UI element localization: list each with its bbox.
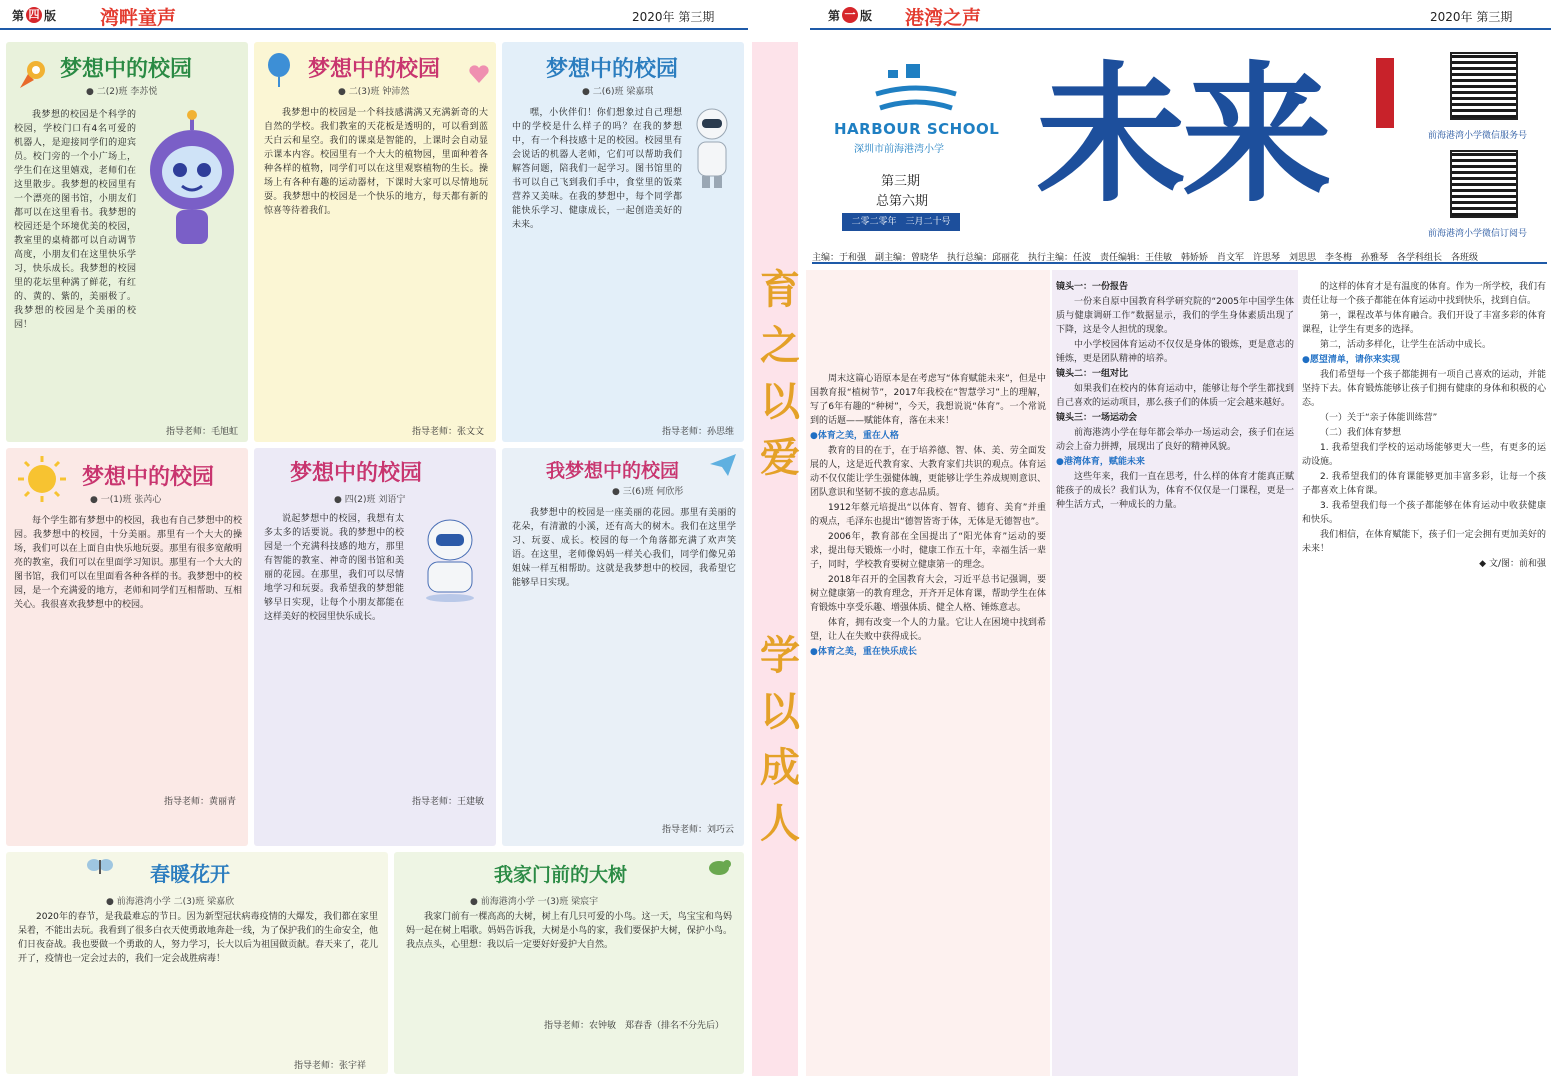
essay-title: 梦想中的校园 [546,56,679,82]
essay-title: 梦想中的校园 [60,56,193,82]
essay-title: 我梦想中的校园 [546,460,680,482]
robot-icon [414,512,486,604]
red-seal-icon [1376,58,1394,128]
page-suffix: 版 [44,8,57,23]
essay-body: 我梦想中的校园是一座美丽的花园。那里有美丽的花朵，有清澈的小溪，还有高大的树木。我们在这里学习、玩耍、成长。校园的每一个角落都充满了欢声笑语。在这里，老师像妈妈一样关心我们，同学们像兄弟姐妹一样互相帮助。这就是我梦想中的校园，我希望它能够早日实现。 [512,508,736,588]
article-paragraph: 的这样的体育才是有温度的体育。作为一所学校，我们有责任让每一个孩子都能在体育运动中找到快乐，找到自信。 [1302,282,1546,306]
masthead [806,40,1546,245]
article-paragraph: 3. 我希望我们每一个孩子都能够在体育运动中收获健康和快乐。 [1302,501,1546,525]
article-paragraph: 教育的目的在于，在于培养德、智、体、美、劳全面发展的人，这是近代教育家、大教育家们共识的观点。体育运动不仅仅能让学生强健体魄，更能够让学生养成规则意识、团队意识和坚韧不拔的意志品质。 [810,446,1046,498]
essay-teacher: 指导老师：黄丽青 [164,797,237,807]
heart-icon [468,64,490,84]
essay-title: 我家门前的大树 [494,864,628,886]
essay-teacher: 指导老师：毛旭虹 [166,427,239,437]
article-subheading: ●愿望清单，请你来实现 [1302,355,1400,365]
essay-body: 嘿，小伙伴们！你们想象过自己理想中的学校是什么样子的吗？在我的梦想中，有一个科技感十足的校园。校园里有会说话的机器人老师，它们可以帮助我们解答问题，陪我们一起学习。图书馆里的书可以自己飞到我们手中，食堂里的饭菜营养又美味。在我的梦想中，每个同学都能快乐学习、健康成长，一起创造美好的未来。 [512,108,682,230]
essay-teacher: 指导老师：农钟敏 郑春香（排名不分先后） [544,1021,725,1031]
essay-panel-8 [394,852,744,1074]
essay-panel-5 [254,448,496,846]
school-name-en: HARBOUR SCHOOL [834,120,1000,138]
article-paragraph: 中小学校园体育运动不仅仅是身体的锻炼，更是意志的锤炼，更是团队精神的培养。 [1056,340,1294,364]
editorial-staff: 主编：于和强 副主编：曾晓华 执行总编：邱丽花 执行主编：任波 责任编辑：王佳敏 韩娇娇 肖文军 许思琴 刘思思 李冬梅 孙雅琴 各学科组长 各班级 [812,250,1547,264]
slogan-bottom [760,628,800,852]
essay-author: ● 一(1)班 张芮心 [90,495,162,505]
slogan-char: 育 [760,266,800,313]
essay-teacher: 指导老师：刘巧云 [662,825,735,835]
article-paragraph: 1. 我希望我们学校的运动场能够更大一些，有更多的运动设施。 [1302,443,1546,467]
qr-subscription-label: 前海港湾小学微信订阅号 [1428,229,1528,239]
article-paragraph: （二）我们体育梦想 [1320,428,1402,438]
right-section-title: 港湾之声 [905,7,982,29]
article-paragraph: 2006年，教育部在全国提出了“阳光体育”运动的要求，提出每天锻炼一小时，健康工作五十年，幸福生活一辈子，同时，学校教育要树立健康第一的理念。 [810,532,1046,570]
article-paragraph: 我们相信，在体育赋能下，孩子们一定会拥有更加美好的未来！ [1302,530,1546,554]
page-prefix: 第 [828,8,841,23]
essay-panel-6 [502,448,744,846]
sun-icon [14,454,70,504]
slogan-char: 以 [760,688,800,735]
slogan-char: 以 [760,378,800,425]
article-paragraph: 第一，课程改革与体育融合。我们开设了丰富多彩的体育课程，让学生有更多的选择。 [1302,311,1546,335]
article-paragraph: 一份来自原中国教育科学研究院的“2005年中国学生体质与健康调研工作”数据显示，我们的学生身体素质出现了下降，这是令人担忧的现象。 [1056,297,1294,335]
page-prefix: 第 [12,8,25,23]
article-subheading: ●港湾体育，赋能未来 [1056,457,1145,467]
article-paragraph: （一）关于“亲子体能训练营” [1320,413,1438,423]
article-paragraph: 2018年召开的全国教育大会，习近平总书记强调，要树立健康第一的教育理念，开齐开足体育课，帮助学生在体育锻炼中享受乐趣、增强体质、健全人格、锤炼意志。 [810,575,1046,613]
slogan-top [760,262,800,486]
essay-panel-2 [254,42,496,442]
article-byline: ◆ 文/图：前和强 [1479,559,1546,569]
article-subheading: ●体育之美，重在快乐成长 [810,647,917,657]
page-number-badge: 四 [26,7,42,23]
butterfly-icon [86,856,114,878]
article-paragraph: 1912年蔡元培提出“以体育、智育、德育、美育”并重的观点，毛泽东也提出“德智皆寄于体，无体是无德智也”。 [810,503,1046,527]
essay-author: ● 三(6)班 何欣彤 [612,487,684,497]
rocket-icon [14,56,52,94]
article-subheading: ●体育之美，重在人格 [810,431,899,441]
essay-body: 每个学生都有梦想中的校园，我也有自己梦想中的校园。我梦想中的校园，十分美丽。那里有一个大大的操场，我们可以在上面自由快乐地玩耍。那里有很多宽敞明亮的教室，我们可以在里面学习知识。那里有一个大大的图书馆，我们可以在里面看各种各样的书。我梦想中的校园，是一个充满爱的地方，老师和同学们互相帮助、互相关心。我很喜欢我梦想中的校园。 [14,516,242,610]
newspaper-title: 未来 [1036,47,1329,223]
slogan-char: 爱 [760,434,800,481]
essay-body: 我梦想的校园是个科学的校园，学校门口有4名可爱的机器人，是迎接同学们的迎宾员。校门旁的一个小广场上，学生们在这里嬉戏，老师们在这里散步。我梦想的校园里有一个漂亮的图书馆，小朋友们都可以在这里看书。我梦想的校园还是个环境优美的校园，教室里的桌椅都可以自动调节高度，小朋友们在这里快乐学习，快乐成长。我梦想的校园里的花坛里种满了鲜花，有红的、黄的、紫的，美丽极了。我梦想的校园是个美丽的校园！ [14,110,136,330]
slogan-char: 之 [760,322,800,369]
article-paragraph: 我们希望每一个孩子都能拥有一项自己喜欢的运动，并能坚持下去。体育锻炼能够让孩子们拥有健康的身体和积极的心态。 [1302,370,1546,408]
essay-title: 梦想中的校园 [82,464,215,490]
essay-body: 说起梦想中的校园，我想有太多太多的话要说。我的梦想中的校园是一个充满科技感的地方，那里有智能的教室、神奇的图书馆和美丽的花园。在那里，我们可以尽情地学习和玩耍。我希望我的梦想能够早日实现，让每个小朋友都能在这样美好的校园里快乐成长。 [264,514,404,622]
slogan-strip [752,42,798,1076]
article-subheading: 镜头二：一组对比 [1056,369,1129,379]
article-column-2 [1056,280,1294,1072]
qr-code-service[interactable] [1450,52,1518,120]
essay-author: ● 四(2)班 刘语宁 [334,495,406,505]
article-column-3 [1302,280,1546,1072]
publish-date: 二零二零年 三月二十号 [842,213,960,231]
essay-teacher: 指导老师：王建敏 [412,797,485,807]
issue-number: 第三期 [881,174,921,189]
article-paragraph: 体育，拥有改变一个人的力量。它让人在困境中找到希望，让人在失败中获得成长。 [810,618,1046,642]
right-issue-label: 2020年 第三期 [1430,10,1513,24]
article-paragraph: 这些年来，我们一直在思考，什么样的体育才能真正赋能孩子的成长？我们认为，体育不仅仅是一门课程，更是一种生活方式，一种成长的力量。 [1056,472,1294,510]
slogan-char: 学 [760,632,800,679]
essay-panel-7 [6,852,388,1074]
essay-title: 梦想中的校园 [308,56,441,82]
essay-title: 春暖花开 [150,862,230,886]
essay-panel-1 [6,42,248,442]
qr-service-label: 前海港湾小学微信服务号 [1428,131,1528,141]
article-paragraph: 2. 我希望我们的体育课能够更加丰富多彩，让每一个孩子都喜欢上体育课。 [1302,472,1546,496]
left-issue-label: 2020年 第三期 [632,10,715,24]
slogan-char: 人 [760,800,800,847]
essay-panel-3 [502,42,744,442]
left-page-number [12,5,56,25]
article-column-1 [810,372,1046,1072]
page-suffix: 版 [860,8,873,23]
essay-body-continued [14,282,242,402]
slogan-char: 成 [760,744,800,791]
robot-icon [686,106,738,190]
essay-author: ● 前海港湾小学 一(3)班 梁宸宇 [470,897,599,907]
essay-title: 梦想中的校园 [290,460,423,486]
article-subheading: 镜头一：一份报告 [1056,282,1129,292]
essay-teacher: 指导老师：孙思维 [662,427,735,437]
essay-body: 我梦想中的校园是一个科技感满满又充满新奇的大自然的学校。我们教室的天花板是透明的，可以看到蓝天白云和星空。我们的课桌是智能的，上课时会自动显示课本内容。校园里有一个大大的植物园，里面种着各种各样的植物，同学们可以在这里观察植物的生长。操场上有各种有趣的运动器材，下课时大家可以尽情地玩耍。我梦想中的校园是一个快乐的地方，每天都有新的惊喜等待着我们。 [264,108,488,216]
essay-author: ● 二(2)班 李苏悦 [86,87,158,97]
article-paragraph: 第二，活动多样化，让学生在活动中成长。 [1320,340,1492,350]
qr-code-subscription[interactable] [1450,150,1518,218]
paper-plane-icon [708,452,738,478]
balloon-icon [264,52,294,88]
essay-author: ● 二(3)班 钟沛然 [338,87,410,97]
right-page-number [828,5,872,25]
bird-icon [704,856,734,878]
essay-teacher: 指导老师：张文文 [412,427,485,437]
issue-total: 总第六期 [876,194,929,209]
essay-panel-4 [6,448,248,846]
essay-body: 2020年的春节，是我最难忘的节日。因为新型冠状病毒疫情的大爆发，我们都在家里呆着，不能出去玩。我看到了很多白衣天使勇敢地奔赴一线，为了保护我们的生命安全，他们日夜奋战。我也要做一个勇敢的人，努力学习，长大以后为祖国做贡献。春天来了，花儿开了，疫情也一定会过去的，我们一定会战胜病毒！ [18,912,378,964]
essay-author: ● 二(6)班 梁嘉琪 [582,87,654,97]
school-name-cn: 深圳市前海港湾小学 [854,144,944,155]
left-section-title: 湾畔童声 [100,7,177,29]
essay-author: ● 前海港湾小学 二(3)班 梁嘉欣 [106,897,235,907]
page-number-badge: 一 [842,7,858,23]
article-paragraph: 前海港湾小学在每年都会举办一场运动会，孩子们在运动会上奋力拼搏，展现出了良好的精神风貌。 [1056,428,1294,452]
article-paragraph: 周末这篇心语原本是在考虑写“体育赋能未来”，但是中国教育报“植树节”，2017年我校在“智慧学习”上的理解，写了6年有趣的“种树”，今天，我想说说“体育”。一个常说到的话题——赋能体育，落在未来！ [810,374,1046,426]
essay-body: 我家门前有一棵高高的大树，树上有几只可爱的小鸟。这一天，鸟宝宝和鸟妈妈一起在树上唱歌。妈妈告诉我，大树是小鸟的家，我们要保护大树，保护小鸟。我点点头，心里想：我以后一定要好好爱护大自然。 [406,912,732,950]
article-paragraph: 如果我们在校内的体育运动中，能够让每个学生都找到自己喜欢的运动项目，那么孩子们的体质一定会越来越好。 [1056,384,1294,408]
school-logo-icon [866,64,966,124]
essay-teacher: 指导老师：张宇祥 [294,1061,367,1071]
article-subheading: 镜头三：一场运动会 [1056,413,1138,423]
robot-mascot-icon [140,110,244,260]
